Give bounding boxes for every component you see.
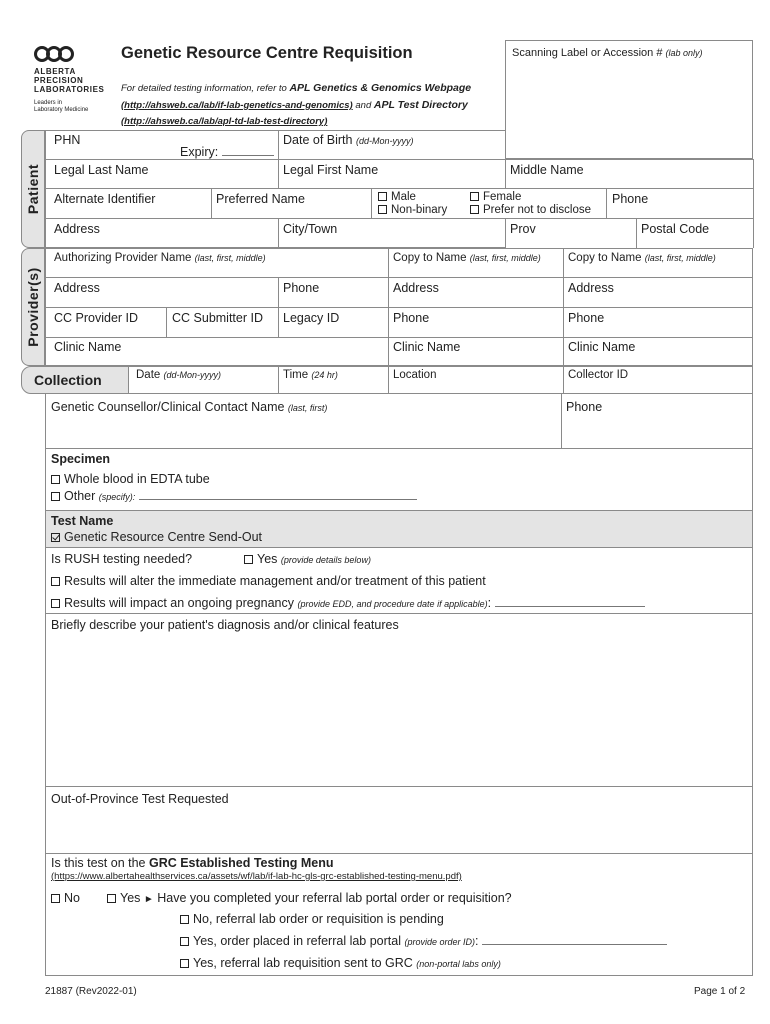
specimen-title: Specimen (51, 452, 111, 466)
cc-submitter-id-label: CC Submitter ID (172, 311, 263, 325)
counsellor-phone-label: Phone (566, 400, 603, 414)
counsellor-label: Genetic Counsellor/Clinical Contact Name (last, first) (51, 400, 328, 414)
grc-no-option[interactable]: No (51, 891, 80, 905)
form-number: 21887 (Rev2022-01) (45, 986, 137, 997)
city-label: City/Town (283, 222, 338, 236)
collection-section-tab (21, 366, 129, 394)
prefer-not-option[interactable]: Prefer not to disclose (470, 204, 591, 217)
referral-pending-option[interactable]: No, referral lab order or requisition is pending (180, 912, 444, 926)
pregnancy-details-field[interactable] (495, 596, 645, 607)
counsellor-field[interactable] (46, 420, 560, 447)
sent-checkbox[interactable] (180, 959, 189, 968)
phn-label: PHN (54, 133, 81, 147)
copy-2-address-label: Address (568, 281, 614, 295)
provider-phone-label: Phone (283, 281, 320, 295)
male-option[interactable]: Male (378, 191, 447, 204)
preferred-name-label: Preferred Name (216, 192, 305, 206)
logo (34, 44, 124, 120)
specimen-option-other[interactable]: Other (specify): (51, 489, 417, 503)
patient-section (45, 130, 505, 248)
collection-date-label: Date (dd-Mon-yyyy) (136, 369, 222, 381)
diagnosis-field[interactable] (46, 636, 752, 784)
logo-line: LABORATORIES (34, 85, 105, 94)
copy-1-phone-label: Phone (393, 311, 430, 325)
logo-tagline: Laboratory Medicine (34, 107, 89, 113)
portal-checkbox[interactable] (180, 937, 189, 946)
copy-2-phone-label: Phone (568, 311, 605, 325)
non-binary-checkbox[interactable] (378, 205, 387, 214)
clinic-name-label: Clinic Name (54, 340, 122, 354)
copy-to-1-label: Copy to Name (last, first, middle) (393, 252, 541, 264)
copy-1-address-label: Address (393, 281, 439, 295)
link-genetics-webpage[interactable]: APL Genetics & Genomics Webpage (289, 82, 472, 94)
info-prefix: For detailed testing information, refer to (121, 83, 290, 94)
middle-name-label: Middle Name (510, 163, 584, 177)
copy-2-clinic-label: Clinic Name (568, 340, 636, 354)
collection-section (128, 366, 753, 394)
grc-no-checkbox[interactable] (51, 894, 60, 903)
info-and: and (352, 100, 374, 111)
providers-section-label: Provider(s) (25, 267, 41, 347)
diagnosis-label: Briefly describe your patient's diagnosis and/or clinical features (51, 618, 399, 632)
page-number: Page 1 of 2 (694, 986, 746, 997)
providers-section-tab (21, 248, 45, 366)
provider-address-label: Address (54, 281, 100, 295)
logo-line: ALBERTA (34, 67, 76, 76)
form-title: Genetic Resource Centre Requisition (121, 44, 413, 62)
patient-section-label: Patient (25, 163, 41, 215)
collector-id-label: Collector ID (568, 369, 629, 381)
rush-reason-treatment[interactable]: Results will alter the immediate management and/or treatment of this patient (51, 574, 486, 588)
rush-yes-checkbox[interactable] (244, 555, 253, 564)
grc-sendout-checkbox[interactable] (51, 533, 60, 542)
copy-to-2-label: Copy to Name (last, first, middle) (568, 252, 716, 264)
rush-yes-option[interactable]: Yes (provide details below) (244, 552, 371, 566)
logo-icon (34, 44, 76, 64)
scanning-note: (lab only) (665, 48, 703, 58)
link-test-directory[interactable]: APL Test Directory (373, 99, 468, 111)
pregnancy-checkbox[interactable] (51, 599, 60, 608)
grc-menu-url[interactable]: (https://www.albertahealthservices.ca/assets/wf/lab/if-lab-hc-gls-grc-established-testing-menu.pdf) (51, 871, 462, 882)
grc-yes-checkbox[interactable] (107, 894, 116, 903)
out-of-province-label: Out-of-Province Test Requested (51, 792, 229, 806)
referral-question: Have you completed your referral lab portal order or requisition? (157, 891, 512, 905)
patient-section-tab (21, 130, 45, 248)
arrow-right-icon: ► (143, 894, 154, 905)
first-name-label: Legal First Name (283, 163, 379, 177)
scanning-label: Scanning Label or Accession # (512, 47, 663, 59)
last-name-label: Legal Last Name (54, 163, 149, 177)
alt-id-label: Alternate Identifier (54, 192, 156, 206)
collection-location-label: Location (393, 369, 437, 381)
specimen-option-edta[interactable]: Whole blood in EDTA tube (51, 472, 210, 486)
pending-checkbox[interactable] (180, 915, 189, 924)
referral-portal-option[interactable]: Yes, order placed in referral lab portal (provide order ID): (180, 934, 667, 948)
patient-address-label: Address (54, 222, 100, 236)
rush-reason-pregnancy[interactable]: Results will impact an ongoing pregnancy (provide EDD, and procedure date if applicable): (51, 596, 645, 610)
scanning-label-box[interactable] (505, 40, 753, 159)
link-test-directory-url[interactable]: (http://ahsweb.ca/lab/apl-td-lab-test-directory) (121, 116, 328, 127)
legacy-id-label: Legacy ID (283, 311, 340, 325)
expiry-field[interactable] (222, 145, 274, 156)
postal-label: Postal Code (641, 222, 710, 236)
patient-phone-label: Phone (612, 192, 649, 206)
female-checkbox[interactable] (470, 192, 479, 201)
dob-label: Date of Birth (dd-Mon-yyyy) (283, 133, 414, 147)
info-text (121, 80, 506, 130)
rush-question: Is RUSH testing needed? (51, 552, 193, 566)
order-id-field[interactable] (482, 934, 667, 945)
test-option-grc[interactable]: Genetic Resource Centre Send-Out (51, 530, 262, 544)
test-name-title: Test Name (51, 514, 114, 528)
grc-yes-option[interactable]: Yes ► Have you completed your referral lab portal order or requisition? (107, 891, 512, 905)
other-checkbox[interactable] (51, 492, 60, 501)
copy-1-clinic-label: Clinic Name (393, 340, 461, 354)
edta-checkbox[interactable] (51, 475, 60, 484)
other-specify-field[interactable] (139, 489, 417, 500)
grc-menu-question: Is this test on the GRC Established Testing Menu (51, 856, 334, 870)
prefer-not-checkbox[interactable] (470, 205, 479, 214)
logo-line: PRECISION (34, 76, 84, 85)
cc-provider-id-label: CC Provider ID (54, 311, 139, 325)
prov-label: Prov (510, 222, 536, 236)
collection-section-label: Collection (34, 372, 102, 388)
out-of-province-field[interactable] (46, 810, 752, 852)
logo-tagline: Leaders in (34, 100, 63, 106)
collection-time-label: Time (24 hr) (283, 369, 338, 381)
expiry-label: Expiry: (180, 145, 274, 159)
non-binary-option[interactable]: Non-binary (378, 204, 447, 217)
link-genetics-url[interactable]: (http://ahsweb.ca/lab/if-lab-genetics-and-genomics) (121, 100, 353, 111)
auth-provider-label: Authorizing Provider Name (last, first, middle) (54, 252, 266, 264)
female-option[interactable]: Female (470, 191, 591, 204)
male-checkbox[interactable] (378, 192, 387, 201)
referral-sent-option[interactable]: Yes, referral lab requisition sent to GRC (non-portal labs only) (180, 956, 501, 970)
treatment-checkbox[interactable] (51, 577, 60, 586)
